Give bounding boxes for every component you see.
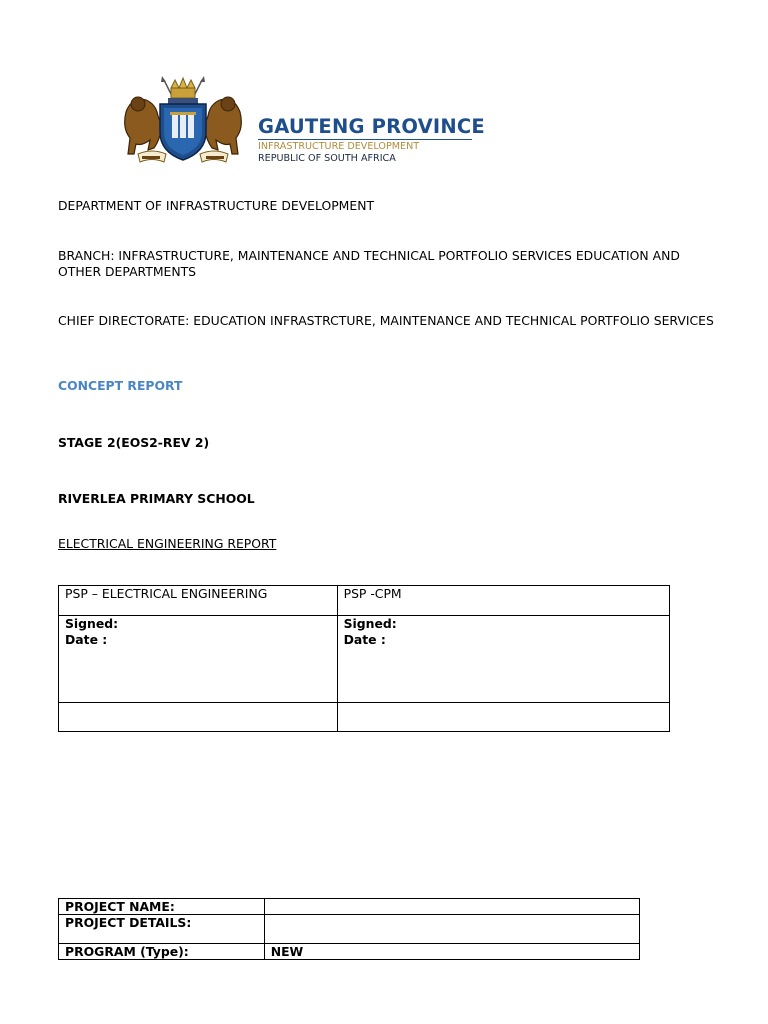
- stage-heading: STAGE 2(EOS2-REV 2): [58, 435, 210, 450]
- table-row: [59, 703, 670, 732]
- brand-country: REPUBLIC OF SOUTH AFRICA: [258, 153, 396, 164]
- concept-report-heading: CONCEPT REPORT: [58, 378, 183, 393]
- brand-divider: [258, 139, 472, 140]
- signature-table: [58, 585, 670, 732]
- date-label: Date :: [343, 632, 386, 647]
- branch-heading: BRANCH: INFRASTRUCTURE, MAINTENANCE AND TECHNICAL PORTFOLIO SERVICES EDUCATION AND OTHER DEPARTMENTS: [58, 248, 680, 279]
- program-type-value[interactable]: NEW: [264, 944, 639, 960]
- psp-cpm-header: PSP -CPM: [337, 586, 669, 616]
- table-row: [59, 899, 640, 915]
- signed-label: Signed:: [65, 616, 119, 631]
- report-title-text: ELECTRICAL ENGINEERING REPORT: [58, 536, 277, 551]
- psp-electrical-header: PSP – ELECTRICAL ENGINEERING: [59, 586, 338, 616]
- chief-directorate-heading: CHIEF DIRECTORATE: EDUCATION INFRASTRCTURE, MAINTENANCE AND TECHNICAL PORTFOLIO SERVICES: [58, 313, 714, 328]
- project-table: [58, 898, 640, 960]
- school-name: RIVERLEA PRIMARY SCHOOL: [58, 491, 255, 506]
- coat-of-arms-icon: [116, 74, 250, 168]
- project-name-label: PROJECT NAME:: [59, 899, 265, 915]
- blank-cell-right[interactable]: [337, 703, 669, 732]
- brand-block: [258, 115, 485, 165]
- report-title: [58, 536, 718, 552]
- blank-cell-left[interactable]: [59, 703, 338, 732]
- signature-cell-cpm[interactable]: [337, 616, 669, 703]
- table-row: [59, 915, 640, 944]
- table-row: [59, 944, 640, 960]
- project-details-value[interactable]: [264, 915, 639, 944]
- project-name-value[interactable]: [264, 899, 639, 915]
- signed-label: Signed:: [343, 616, 397, 631]
- department-heading: DEPARTMENT OF INFRASTRUCTURE DEVELOPMENT: [58, 198, 375, 213]
- brand-title: GAUTENG PROVINCE: [258, 115, 485, 138]
- program-type-label: PROGRAM (Type):: [59, 944, 265, 960]
- date-label: Date :: [65, 632, 108, 647]
- signature-cell-electrical[interactable]: [59, 616, 338, 703]
- project-details-label: PROJECT DETAILS:: [59, 915, 265, 944]
- table-row: [59, 586, 670, 616]
- brand-subtitle: INFRASTRUCTURE DEVELOPMENT: [258, 141, 420, 152]
- table-row: [59, 616, 670, 703]
